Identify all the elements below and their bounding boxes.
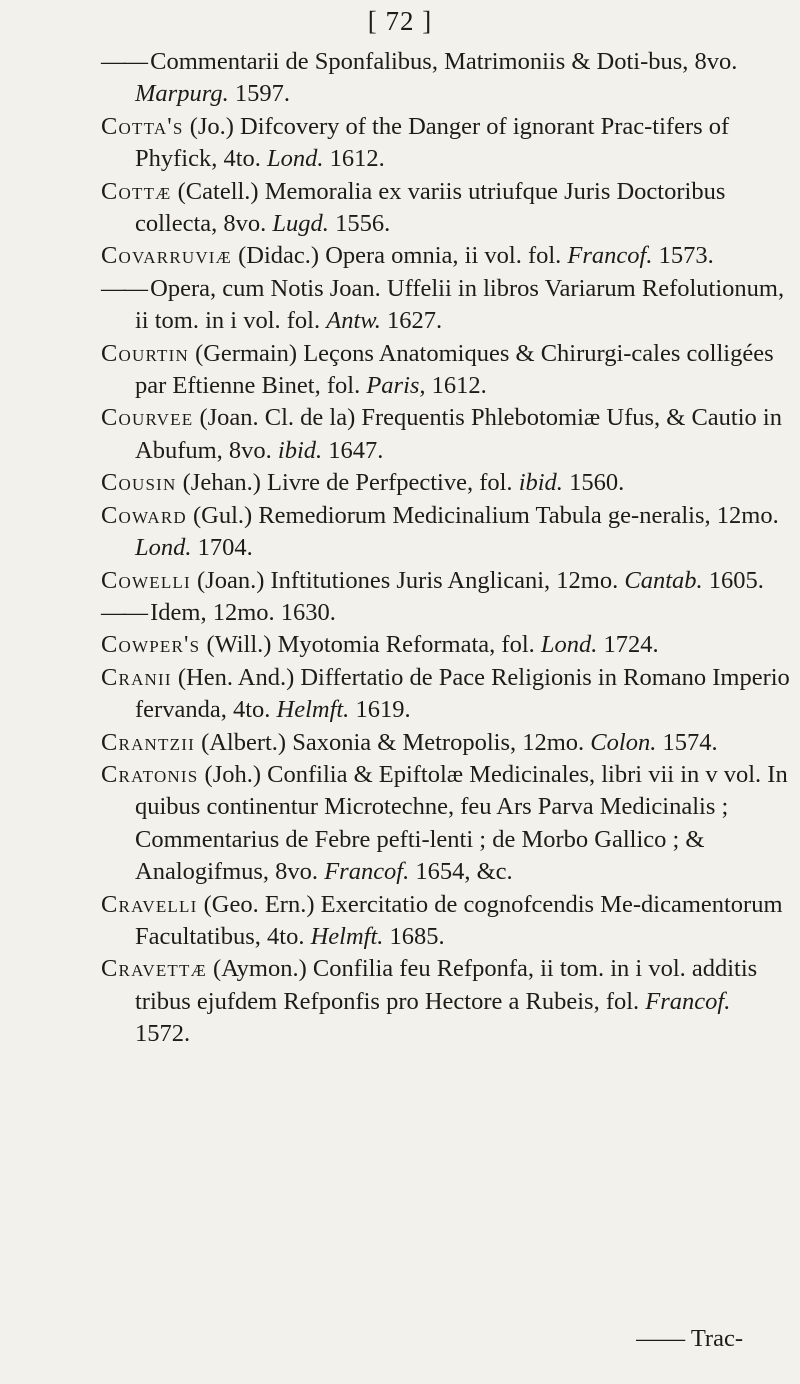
catalogue-entry: Cottæ (Catell.) Memoralia ex variis utriufque Juris Doctoribus collecta, 8vo. Lugd. 1556. — [101, 177, 726, 238]
catalogue-entry: —— Opera, cum Notis Joan. Uffelii in libros Variarum Refolutionum, ii tom. in i vol. fol. Antw. 1627. — [101, 274, 785, 335]
catalogue-entry: Cratonis (Joh.) Confilia & Epiftolæ Medicinales, libri vii in v vol. In quibus continentur Microtechne, feu Ars Parva Medicinalis ; Commentarius de Febre pefti-lenti ; de Morbo Gallico ; & Analogifmus, 8vo. Francof. 1654, &c. — [101, 760, 788, 886]
catalogue-entry: Crantzii (Albert.) Saxonia & Metropolis, 12mo. Colon. 1574. — [101, 728, 718, 756]
catchword: —— Trac- — [636, 1325, 743, 1352]
catalogue-entry: —— Commentarii de Sponfalibus, Matrimoniis & Doti-bus, 8vo. Marpurg. 1597. — [101, 48, 738, 108]
catalogue-entry: Coward (Gul.) Remediorum Medicinalium Tabula ge-neralis, 12mo. Lond. 1704. — [101, 501, 779, 562]
catalogue-entries — [101, 46, 791, 1051]
catalogue-entry: Courtin (Germain) Leçons Anatomiques & Chirurgi-cales colligées par Eftienne Binet, fol. Paris, 1612. — [101, 339, 774, 400]
catalogue-entry: Cotta's (Jo.) Difcovery of the Danger of ignorant Prac-tifers of Phyfick, 4to. Lond. 1612. — [101, 112, 730, 173]
catalogue-entry: Covarruviæ (Didac.) Opera omnia, ii vol. fol. Francof. 1573. — [101, 242, 714, 270]
catalogue-entry: Cravelli (Geo. Ern.) Exercitatio de cognofcendis Me-dicamentorum Facultatibus, 4to. Helmft. 1685. — [101, 890, 783, 950]
catalogue-entry: Cowelli (Joan.) Inftitutiones Juris Anglicani, 12mo. Cantab. 1605. — [101, 566, 764, 594]
catalogue-entry: Courvee (Joan. Cl. de la) Frequentis Phlebotomiæ Ufus, & Cautio in Abufum, 8vo. ibid. 1647. — [101, 404, 782, 464]
catalogue-entry: Cowper's (Will.) Myotomia Reformata, fol. Lond. 1724. — [101, 631, 659, 659]
catalogue-entry: —— Idem, 12mo. 1630. — [101, 598, 336, 626]
catalogue-entry: Cravettæ (Aymon.) Confilia feu Refponfa, ii tom. in i vol. additis tribus ejufdem Refponfis pro Hectore a Rubeis, fol. Francof. 1572. — [101, 955, 758, 1048]
catalogue-entry: Cranii (Hen. And.) Differtatio de Pace Religionis in Romano Imperio fervanda, 4to. Helmft. 1619. — [101, 663, 790, 724]
page-number: [ 72 ] — [367, 6, 433, 36]
catalogue-entry: Cousin (Jehan.) Livre de Perfpective, fol. ibid. 1560. — [101, 469, 625, 497]
